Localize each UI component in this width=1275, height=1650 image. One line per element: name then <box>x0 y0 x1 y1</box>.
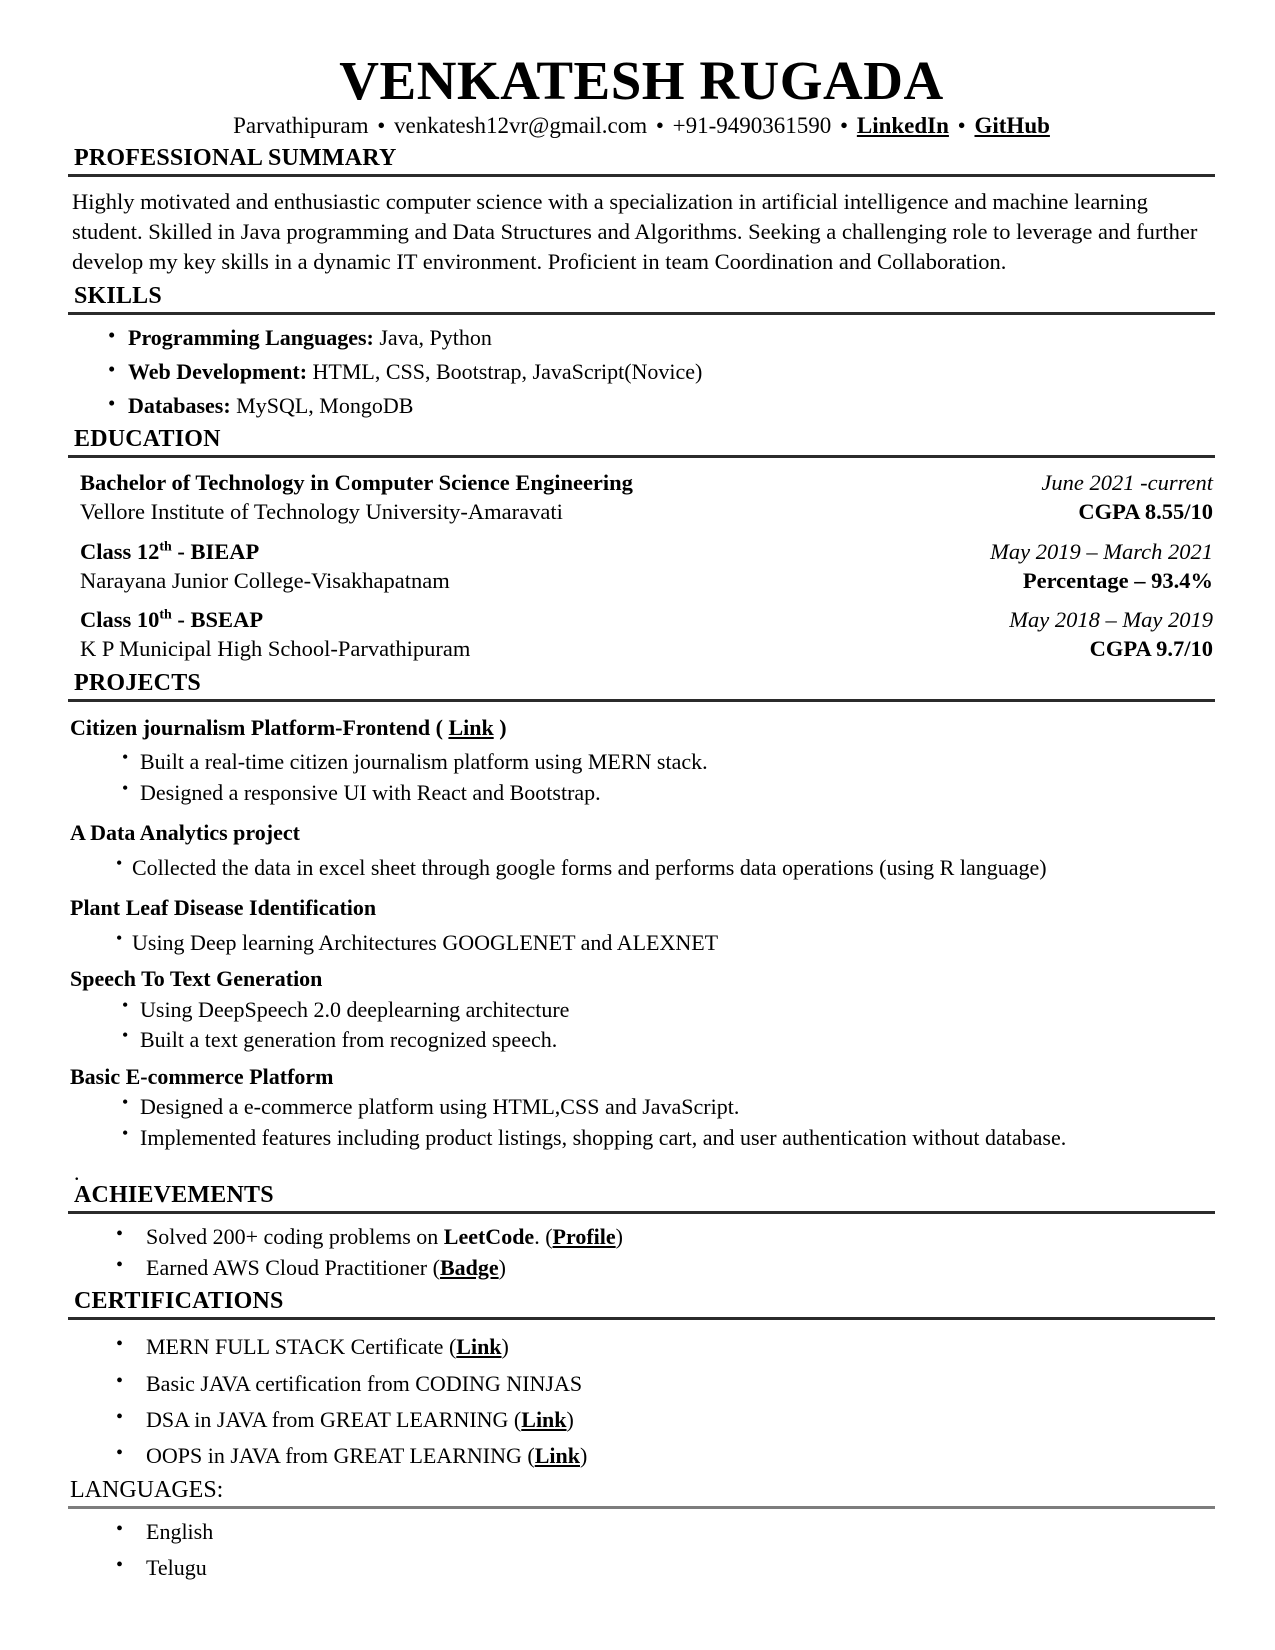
project-entry <box>68 965 1215 1055</box>
education-date: May 2019 – March 2021 <box>990 538 1213 564</box>
project-entry <box>68 1063 1215 1153</box>
education-degree: Bachelor of Technology in Computer Science Engineering <box>80 470 633 496</box>
certification-link[interactable]: Link <box>534 1442 580 1468</box>
education-date: June 2021 -current <box>1041 470 1213 496</box>
list-item: • Collected the data in excel sheet through google forms and performs data operations (using R language) <box>68 853 1215 882</box>
achievement-text: Solved 200+ coding problems on <box>146 1224 444 1250</box>
list-item: • Using Deep learning Architectures GOOGLENET and ALEXNET <box>68 928 1215 957</box>
education-entry-bottom-row <box>68 497 1215 526</box>
education-entry-top-row <box>68 468 1215 497</box>
contact-separator-4: • <box>957 112 966 138</box>
list-item <box>68 323 1215 352</box>
list-item <box>68 1369 1215 1398</box>
project-bullets <box>68 853 1215 882</box>
education-date: May 2018 – May 2019 <box>1009 607 1213 633</box>
education-entry-bottom-row <box>68 566 1215 595</box>
project-title-text: Citizen journalism Platform-Frontend ( <box>70 714 449 740</box>
list-item: • Designed a e-commerce platform using HTML,CSS and JavaScript. <box>68 1092 1215 1121</box>
certification-text: Basic JAVA certification from CODING NINJAS <box>146 1370 583 1396</box>
achievements-list <box>68 1222 1215 1282</box>
skill-value: MySQL, MongoDB <box>236 393 414 419</box>
certification-link[interactable]: Link <box>456 1334 502 1360</box>
section-heading-projects: PROJECTS <box>68 670 1215 702</box>
ordinal-suffix: th <box>159 539 172 555</box>
section-heading-languages: LANGUAGES: <box>68 1477 1215 1509</box>
education-grade: Percentage – 93.4% <box>1022 567 1213 593</box>
section-heading-certifications: CERTIFICATIONS <box>68 1288 1215 1320</box>
project-bullets <box>68 995 1215 1055</box>
project-entry <box>68 819 1215 882</box>
list-item: • Built a text generation from recognized speech. <box>68 1025 1215 1054</box>
certification-tail: ) <box>579 1442 588 1468</box>
education-institution: Vellore Institute of Technology University-Amaravati <box>80 499 563 525</box>
list-item <box>68 357 1215 386</box>
project-entry <box>68 714 1215 808</box>
skills-list <box>68 323 1215 420</box>
list-item: • Using DeepSpeech 2.0 deeplearning architecture <box>68 995 1215 1024</box>
section-heading-achievements: ACHIEVEMENTS <box>68 1182 1215 1214</box>
certification-tail: ) <box>566 1406 574 1432</box>
achievement-link[interactable]: Profile <box>552 1224 616 1250</box>
project-title: Speech To Text Generation <box>70 966 323 992</box>
education-grade: CGPA 9.7/10 <box>1089 636 1213 662</box>
project-title <box>70 714 1215 743</box>
list-item <box>68 1222 1215 1251</box>
education-entry <box>68 468 1215 527</box>
certifications-list <box>68 1332 1215 1469</box>
list-item: • Designed a responsive UI with React and Bootstrap. <box>68 778 1215 807</box>
linkedin-link[interactable]: LinkedIn <box>856 112 949 138</box>
education-degree-suffix: - BIEAP <box>171 538 260 564</box>
project-title-tail: ) <box>493 714 507 740</box>
project-entry <box>68 894 1215 957</box>
project-link[interactable]: Link <box>448 714 494 740</box>
list-item: • Implemented features including product listings, shopping cart, and user authentication without database. <box>68 1123 1215 1152</box>
education-degree <box>68 537 261 566</box>
education-entry-top-row <box>68 537 1215 566</box>
ordinal-suffix: th <box>159 607 172 623</box>
education-degree-prefix: Class 10 <box>80 607 160 633</box>
project-bullets <box>68 747 1215 807</box>
project-bullets <box>68 1092 1215 1152</box>
achievement-middle: . ( <box>534 1224 553 1250</box>
stray-punctuation: . <box>74 1160 80 1186</box>
achievement-emphasis: LeetCode <box>443 1224 535 1250</box>
achievement-text: Earned AWS Cloud Practitioner ( <box>146 1255 440 1281</box>
section-heading-education: EDUCATION <box>68 426 1215 458</box>
certification-link[interactable]: Link <box>521 1406 567 1432</box>
education-institution: K P Municipal High School-Parvathipuram <box>80 636 471 662</box>
contact-line <box>68 112 1215 140</box>
list-item <box>68 1332 1215 1361</box>
candidate-name: VENKATESH RUGADA <box>339 50 944 111</box>
education-entry <box>68 537 1215 596</box>
list-item: • Built a real-time citizen journalism platform using MERN stack. <box>68 747 1215 776</box>
project-bullets <box>68 928 1215 957</box>
languages-list <box>68 1517 1215 1582</box>
project-title: Basic E-commerce Platform <box>70 1063 334 1089</box>
skill-label: Programming Languages: <box>128 325 374 351</box>
contact-location: Parvathipuram <box>233 112 369 138</box>
education-degree-prefix: Class 12 <box>80 538 160 564</box>
contact-separator-1: • <box>377 112 386 138</box>
github-link[interactable]: GitHub <box>974 112 1050 138</box>
contact-email: venkatesh12vr@gmail.com <box>394 112 648 138</box>
education-grade: CGPA 8.55/10 <box>1078 499 1213 525</box>
skill-label: Web Development: <box>128 359 308 385</box>
achievement-tail: ) <box>615 1224 623 1250</box>
list-item <box>68 391 1215 420</box>
education-degree-suffix: - BSEAP <box>171 607 264 633</box>
list-item <box>68 1405 1215 1434</box>
certification-text: OOPS in JAVA from GREAT LEARNING ( <box>146 1442 535 1468</box>
list-item: • Telugu <box>68 1553 1215 1582</box>
list-item <box>68 1441 1215 1470</box>
project-title: Plant Leaf Disease Identification <box>70 895 377 921</box>
list-item: • English <box>68 1517 1215 1546</box>
contact-phone: +91-9490361590 <box>672 112 832 138</box>
contact-separator-2: • <box>655 112 664 138</box>
list-item <box>68 1253 1215 1282</box>
section-heading-professional-summary: PROFESSIONAL SUMMARY <box>68 145 1215 177</box>
education-degree <box>68 605 265 634</box>
achievement-link[interactable]: Badge <box>439 1255 499 1281</box>
education-entry-top-row <box>68 605 1215 634</box>
skill-value: Java, Python <box>379 325 492 351</box>
section-heading-skills: SKILLS <box>68 283 1215 315</box>
certification-tail: ) <box>501 1334 509 1360</box>
professional-summary-text: Highly motivated and enthusiastic computer science with a specialization in artificial intelligence and machine learning student. Skilled in Java programming and Data Structures and Algorithms. Seeking a challenging role to leverage and further develop my key skills in a dynamic IT environment. Proficient in team Coordination and Collaboration. <box>72 189 1198 275</box>
certification-text: DSA in JAVA from GREAT LEARNING ( <box>146 1406 522 1432</box>
project-title: A Data Analytics project <box>70 820 300 846</box>
skill-label: Databases: <box>128 393 231 419</box>
education-institution: Narayana Junior College-Visakhapatnam <box>80 567 450 593</box>
certification-text: MERN FULL STACK Certificate ( <box>146 1334 457 1360</box>
skill-value: HTML, CSS, Bootstrap, JavaScript(Novice) <box>312 359 703 385</box>
achievement-tail: ) <box>498 1255 506 1281</box>
education-entry-bottom-row <box>68 634 1215 663</box>
education-entry <box>68 605 1215 664</box>
contact-separator-3: • <box>840 112 849 138</box>
